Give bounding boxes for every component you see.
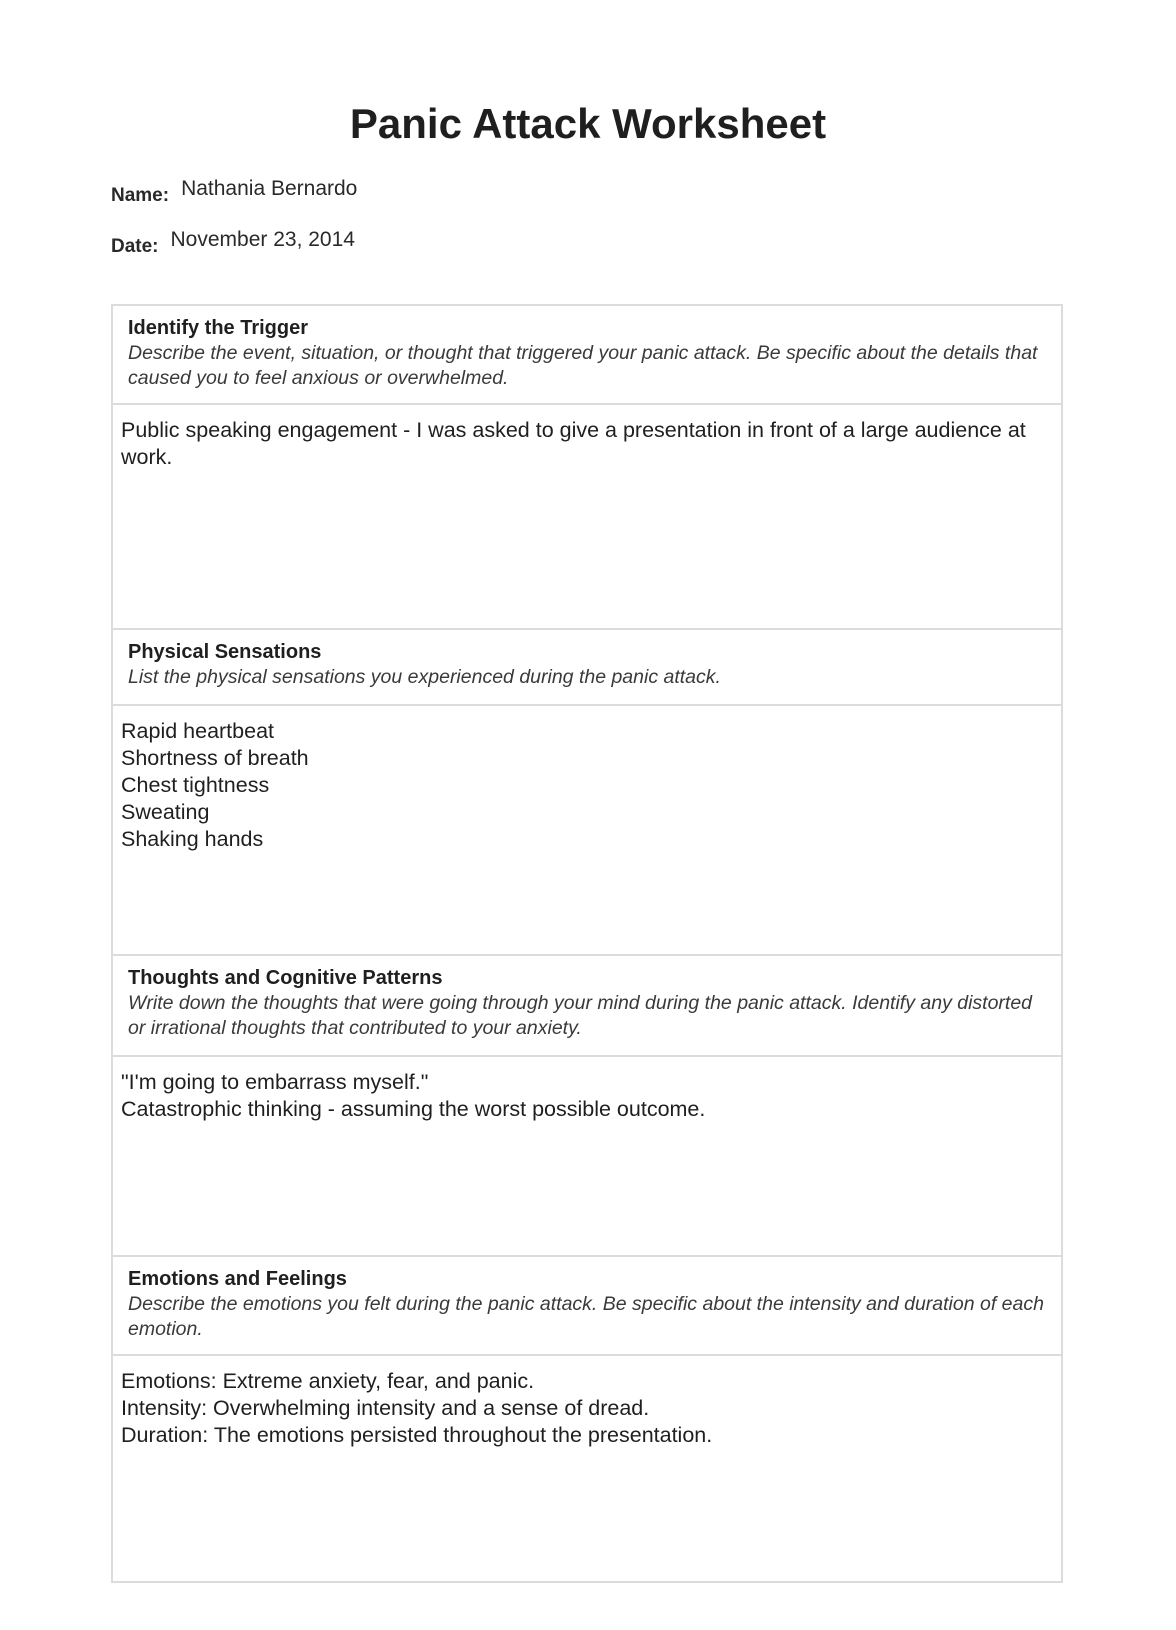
section-description: Write down the thoughts that were going through your mind during the panic attack. Identify any distorted or irrational thoughts that contributed to your anxiety. (128, 992, 1033, 1039)
response-line: "I'm going to embarrass myself." (121, 1070, 429, 1094)
section-header-thoughts (113, 956, 1061, 1057)
page-title: Panic Attack Worksheet (349, 100, 827, 147)
date-field (111, 228, 355, 257)
response-line: Emotions: Extreme anxiety, fear, and panic. (121, 1369, 535, 1393)
date-label: Date: (111, 236, 159, 257)
date-value[interactable]: November 23, 2014 (170, 228, 355, 251)
section-title: Thoughts and Cognitive Patterns (128, 967, 443, 989)
section-title: Emotions and Feelings (128, 1268, 347, 1290)
response-line: Catastrophic thinking - assuming the worst possible outcome. (121, 1097, 706, 1121)
section-header-trigger (113, 306, 1061, 405)
section-description: Describe the emotions you felt during the panic attack. Be specific about the intensity and duration of each emotion. (128, 1293, 1044, 1340)
section-response-trigger[interactable] (113, 405, 1061, 630)
name-field (111, 177, 358, 206)
response-line: Shortness of breath (121, 746, 309, 770)
section-header-emotions (113, 1257, 1061, 1356)
section-response-emotions[interactable] (113, 1356, 1061, 1581)
name-label: Name: (111, 185, 170, 206)
section-title: Identify the Trigger (128, 317, 309, 339)
section-description: Describe the event, situation, or thought that triggered your panic attack. Be specific about the details that caused you to feel anxious or overwhelmed. (128, 342, 1038, 389)
response-line: Chest tightness (121, 773, 270, 797)
response-line: Intensity: Overwhelming intensity and a sense of dread. (121, 1396, 650, 1420)
response-line: Shaking hands (121, 827, 264, 851)
section-response-thoughts[interactable] (113, 1057, 1061, 1257)
name-value[interactable]: Nathania Bernardo (181, 177, 358, 200)
response-line: Sweating (121, 800, 210, 824)
response-line: Rapid heartbeat (121, 719, 274, 743)
response-line: Duration: The emotions persisted throughout the presentation. (121, 1423, 713, 1447)
section-header-physical (113, 630, 1061, 706)
worksheet-table (111, 304, 1063, 1583)
section-title: Physical Sensations (128, 641, 322, 663)
response-line: Public speaking engagement - I was asked to give a presentation in front of a large audience at work. (121, 418, 1026, 469)
section-description: List the physical sensations you experienced during the panic attack. (128, 666, 721, 688)
section-response-physical[interactable] (113, 706, 1061, 956)
